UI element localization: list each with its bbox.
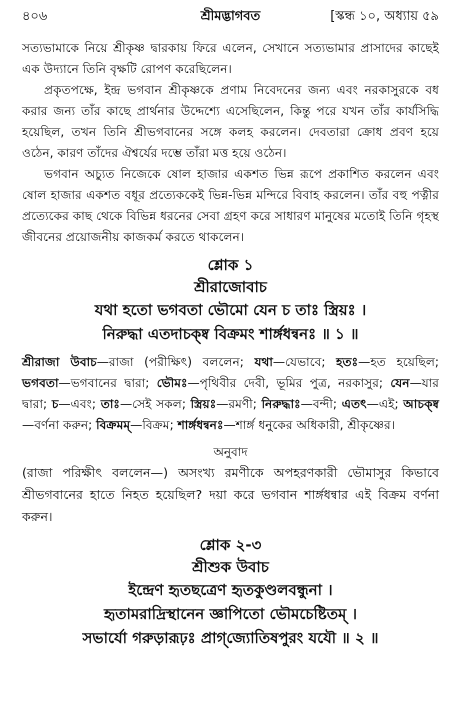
verse-number-heading: শ্লোক ১ bbox=[207, 256, 254, 274]
translation-text: (রাজা পরিক্ষীৎ বললেন—) অসংখ্য রমণীকে অপহরণকারী ভৌমাসুর কিভাবে শ্রীভগবানের হাতে নিহত হয়েছিল? দয়া করে ভগবান শার্ঙ্গধন্বার এই বিক্রম বর্ণনা করুন। bbox=[22, 465, 439, 524]
translation-heading: অনুবাদ bbox=[213, 445, 248, 459]
synonym-word: ভৌমঃ bbox=[156, 376, 188, 390]
synonym-meaning: পৃথিবীর দেবী, ভূমির পুত্র, নরকাসুর; bbox=[199, 376, 384, 390]
synonym-meaning: শার্ঙ্গ ধনুকের অধিকারী, শ্রীকৃষ্ণের। bbox=[235, 418, 396, 432]
synonym-word: শ্রীরাজা উবাচ bbox=[22, 355, 97, 369]
synonym-meaning: বর্ণনা করুন; bbox=[34, 418, 93, 432]
page-header bbox=[22, 6, 439, 28]
synonym-word: নিরুদ্ধাঃ bbox=[261, 397, 301, 411]
synonym-meaning: যেভাবে; bbox=[285, 355, 326, 369]
verse-speaker: শ্রীশুক উবাচ bbox=[192, 558, 269, 576]
synonym-word: যথা bbox=[254, 355, 273, 369]
sanskrit-line: ইন্দ্রেণ হৃতছত্রেণ হৃতকুণ্ডলবন্ধুনা । bbox=[128, 581, 333, 599]
synonym-meaning: হত হয়েছিল; bbox=[370, 355, 440, 369]
purport-paragraph: সত্যভামাকে নিয়ে শ্রীকৃষ্ণ দ্বারকায় ফিরে এলেন, সেখানে সত্যভামার প্রাসাদের কাছেই এক উদ্যানে তিনি বৃক্ষটি রোপণ করেছিলেন। bbox=[22, 41, 439, 76]
synonym-meaning: রমণী; bbox=[228, 397, 257, 411]
synonym-meaning: এবং; bbox=[70, 397, 97, 411]
sanskrit-line: সভার্যো গরুড়ারূঢ়ঃ প্রাগ্‌জ্যোতিষপুরং যযৌ ॥ ২ ॥ bbox=[82, 629, 379, 647]
verse-number-heading: শ্লোক ২-৩ bbox=[199, 536, 262, 554]
synonym-word: স্ত্রিয়ঃ bbox=[190, 397, 217, 411]
synonym-meaning: বন্দী; bbox=[312, 397, 337, 411]
purport-paragraph: ভগবান অচ্যুত নিজেকে ষোল হাজার একশত ভিন্ন রূপে প্রকাশিত করলেন এবং ষোল হাজার একশত বধূর প্রত্যেককেই ভিন্ন-ভিন্ন মন্দিরে বিবাহ করলেন। তাঁর বহু পত্নীর প্রত্যেকের কাছ থেকে বিভিন্ন ধরনের সেবা গ্রহণ করে সাধারণ মানুষের মতোই তিনি গৃহস্থ জীবনের প্রয়োজনীয় কাজকর্ম করতে থাকলেন। bbox=[22, 167, 439, 244]
synonyms-block: শ্রীরাজা উবাচ—রাজা (পরীক্ষিৎ) বললেন; যথা—যেভাবে; হতঃ—হত হয়েছিল; ভগবতা—ভগবানের দ্বারা; ভৌমঃ—পৃথিবীর দেবী, ভূমির পুত্র, নরকাসুর; যেন—যার দ্বারা; চ—এবং; তাঃ—সেই সকল; স্ত্রিয়ঃ—রমণী; নিরুদ্ধাঃ—বন্দী; এতৎ—এই; আচক্ষ্ব—বর্ণনা করুন; বিক্রমম্—বিক্রম; শার্ঙ্গধন্বনঃ—শার্ঙ্গ ধনুকের অধিকারী, শ্রীকৃষ্ণের। bbox=[22, 355, 440, 432]
book-title: শ্রীমদ্ভাগবত bbox=[200, 9, 261, 24]
synonym-word: বিক্রমম্ bbox=[96, 418, 131, 432]
synonym-meaning: সেই সকল; bbox=[132, 397, 186, 411]
synonym-meaning: এই; bbox=[378, 397, 399, 411]
synonym-meaning: রাজা (পরীক্ষিৎ) বললেন; bbox=[108, 355, 244, 369]
synonym-word: হতঃ bbox=[336, 355, 359, 369]
synonym-meaning: বিক্রম; bbox=[142, 418, 174, 432]
synonym-word: চ bbox=[51, 397, 59, 411]
verse-speaker: শ্রীরাজোবাচ bbox=[194, 278, 267, 296]
canto-chapter: [স্কন্ধ ১০, অধ্যায় ৫৯ bbox=[330, 9, 439, 24]
sanskrit-line: নিরুদ্ধা এতদাচক্ষ্ব বিক্রমং শার্ঙ্গধন্বনঃ ॥ ১ ॥ bbox=[102, 325, 359, 343]
page-number: ৪০৬ bbox=[22, 9, 48, 24]
synonym-word: শার্ঙ্গধন্বনঃ bbox=[177, 418, 224, 432]
synonym-word: এতৎ bbox=[341, 397, 367, 411]
synonym-word: যেন bbox=[390, 376, 410, 390]
page-content bbox=[22, 38, 439, 650]
synonym-meaning: যার দ্বারা; bbox=[22, 376, 440, 411]
synonym-word: ভগবতা bbox=[22, 376, 59, 390]
synonym-meaning: ভগবানের দ্বারা; bbox=[70, 376, 150, 390]
synonym-word: আচক্ষ্ব bbox=[403, 397, 440, 411]
purport-paragraph: প্রকৃতপক্ষে, ইন্দ্র ভগবান শ্রীকৃষ্ণকে প্রণাম নিবেদনের জন্য এবং নরকাসুরকে বধ করার জন্য তাঁর কাছে প্রার্থনার উদ্দেশ্যে এসেছিলেন, কিন্তু পরে যখন তাঁর কার্যসিদ্ধি হয়েছিল, তখন তিনি শ্রীভগবানের সঙ্গে কলহ করলেন। দেবতারা ক্রোধ প্রবণ হয়ে ওঠেন, কারণ তাঁদের ঐশ্বর্যের দম্ভে তাঁরা মত্ত হয়ে ওঠেন। bbox=[22, 83, 439, 160]
synonym-word: তাঃ bbox=[100, 397, 120, 411]
sanskrit-line: হৃতামরাদ্রিস্থানেন জ্ঞাপিতো ভৌমচেষ্টিতম্ । bbox=[104, 605, 357, 623]
sanskrit-line: যথা হতো ভগবতা ভৌমো যেন চ তাঃ স্ত্রিয়ঃ । bbox=[94, 301, 367, 319]
